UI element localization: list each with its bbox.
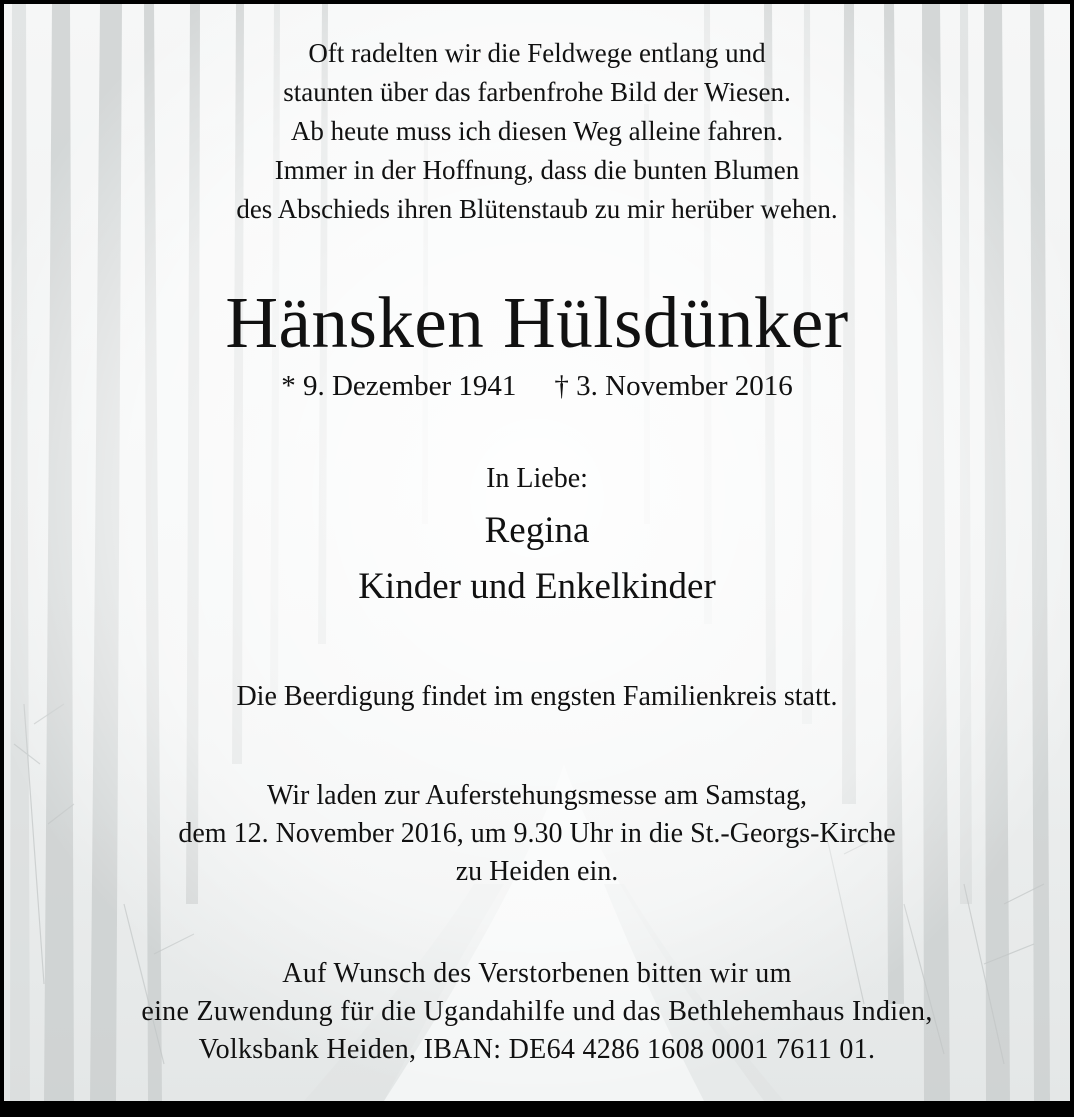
donation-request xyxy=(4,955,1070,1069)
donation-line: Volksbank Heiden, IBAN: DE64 4286 1608 0001 7611 01. xyxy=(198,1034,876,1065)
donation-line: eine Zuwendung für die Ugandahilfe und das Bethlehemhaus Indien, xyxy=(141,996,933,1027)
mass-line: zu Heiden ein. xyxy=(455,856,619,887)
mourner-name: Kinder und Enkelkinder xyxy=(358,566,716,607)
poem-verse xyxy=(4,34,1070,229)
poem-line: Ab heute muss ich diesen Weg alleine fahren. xyxy=(290,116,784,146)
publication-footer: Erschienen am 09.11.2016 © Verlag J. Mergelsberg GmbH xyxy=(6,1103,254,1114)
mourners-intro: In Liebe: xyxy=(486,463,588,494)
notice-text xyxy=(4,4,1070,1101)
poem-line: des Abschieds ihren Blütenstaub zu mir herüber wehen. xyxy=(236,194,838,224)
funeral-note: Die Beerdigung findet im engsten Familienkreis statt. xyxy=(236,681,838,712)
birth-date: * 9. Dezember 1941 xyxy=(281,370,517,402)
deceased-name: Hänsken Hülsdünker xyxy=(225,282,849,363)
donation-line: Auf Wunsch des Verstorbenen bitten wir um xyxy=(282,958,792,989)
mourner-name: Regina xyxy=(484,510,590,551)
poem-line: Immer in der Hoffnung, dass die bunten Blumen xyxy=(274,155,800,185)
mass-line: dem 12. November 2016, um 9.30 Uhr in die St.-Georgs-Kirche xyxy=(178,818,896,849)
poem-line: Oft radelten wir die Feldwege entlang und xyxy=(308,38,766,68)
life-dates xyxy=(4,366,1070,406)
death-date: † 3. November 2016 xyxy=(554,370,793,402)
mass-line: Wir laden zur Auferstehungsmesse am Samstag, xyxy=(266,780,808,811)
poem-line: staunten über das farbenfrohe Bild der Wiesen. xyxy=(283,77,791,107)
mass-invitation xyxy=(4,777,1070,891)
